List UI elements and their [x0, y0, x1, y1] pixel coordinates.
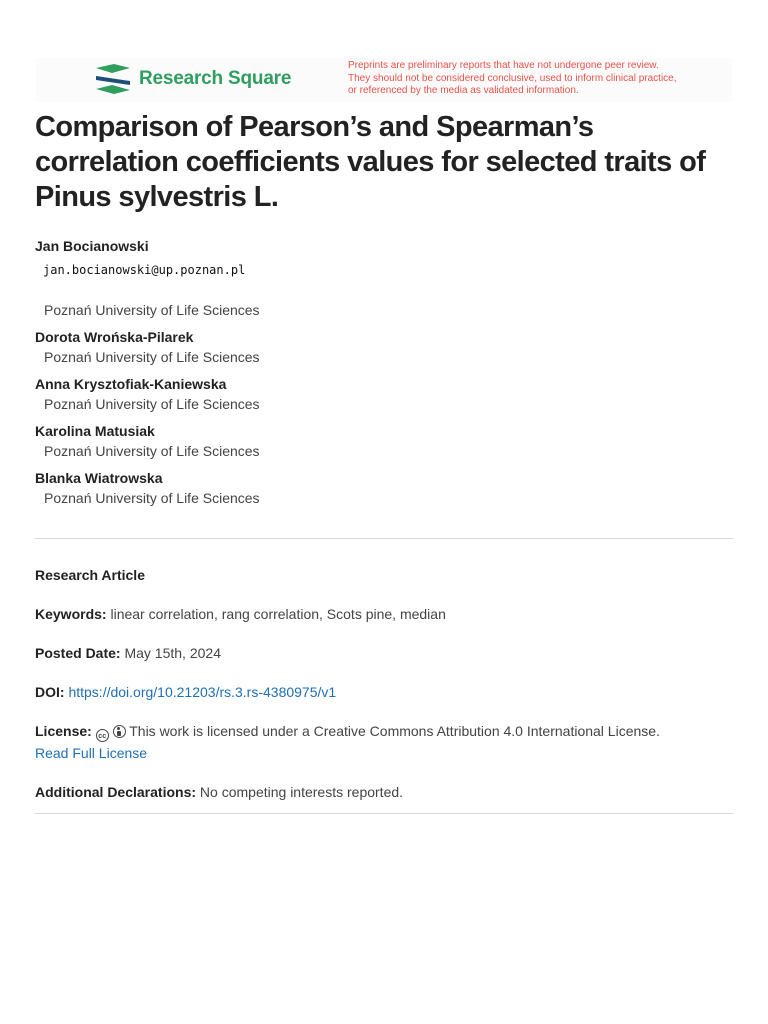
notice-line: Preprints are preliminary reports that have not undergone peer review.: [348, 60, 659, 71]
author-affiliation: Poznań University of Life Sciences: [44, 490, 260, 506]
by-icon: [113, 725, 126, 738]
author-name: Anna Krysztofiak-Kaniewska: [35, 376, 227, 392]
article-type-label: Research Article: [35, 567, 145, 583]
research-square-logo[interactable]: [94, 64, 291, 94]
author-name: Karolina Matusiak: [35, 423, 155, 439]
license-label: License:: [35, 723, 92, 739]
doi-link[interactable]: https://doi.org/10.21203/rs.3.rs-4380975/v1: [68, 684, 337, 700]
author-list: [35, 236, 735, 515]
keywords-label: Keywords:: [35, 606, 107, 622]
posted-date-value: May 15th, 2024: [124, 645, 221, 661]
preprint-notice: [348, 60, 732, 98]
posted-date-label: Posted Date:: [35, 645, 121, 661]
article-type: [35, 564, 735, 586]
doi-label: DOI:: [35, 684, 65, 700]
author-affiliation: Poznań University of Life Sciences: [44, 302, 260, 318]
keywords-value: linear correlation, rang correlation, Scots pine, median: [110, 606, 446, 622]
read-full-license-link[interactable]: Read Full License: [35, 745, 148, 761]
posted-date-row: [35, 642, 735, 664]
cc-icon: cc: [96, 729, 109, 742]
keywords-row: [35, 603, 735, 625]
author-name: Jan Bocianowski: [35, 238, 149, 254]
research-square-logo-icon: [94, 64, 132, 94]
declarations-row: [35, 781, 735, 803]
notice-line: or referenced by the media as validated information.: [348, 85, 579, 97]
divider: [35, 813, 733, 814]
author-affiliation: Poznań University of Life Sciences: [44, 349, 260, 365]
notice-line: They should not be considered conclusive, used to inform clinical practice,: [348, 72, 677, 84]
author-email[interactable]: jan.bocianowski@up.poznan.pl: [43, 263, 246, 277]
author-entry: [35, 421, 735, 461]
author-entry: [35, 327, 735, 367]
author-name: Blanka Wiatrowska: [35, 470, 163, 486]
license-row: [35, 720, 735, 764]
author-entry: [35, 236, 735, 320]
article-metadata: [35, 564, 735, 820]
paper-title: Comparison of Pearson’s and Spearman’s correlation coefficients values for selected traits of Pinus sylvestris L.: [35, 111, 706, 213]
author-affiliation: Poznań University of Life Sciences: [44, 396, 260, 412]
author-entry: [35, 374, 735, 414]
author-affiliation: Poznań University of Life Sciences: [44, 443, 260, 459]
preprint-header: [36, 58, 732, 102]
divider: [35, 538, 733, 539]
declarations-label: Additional Declarations:: [35, 784, 197, 800]
license-text: This work is licensed under a Creative Commons Attribution 4.0 International License.: [129, 723, 660, 739]
logo-text: Research Square: [139, 68, 292, 89]
declarations-value: No competing interests reported.: [199, 784, 404, 800]
doi-row: [35, 681, 735, 703]
author-name: Dorota Wrońska-Pilarek: [35, 329, 194, 345]
author-entry: [35, 468, 735, 508]
